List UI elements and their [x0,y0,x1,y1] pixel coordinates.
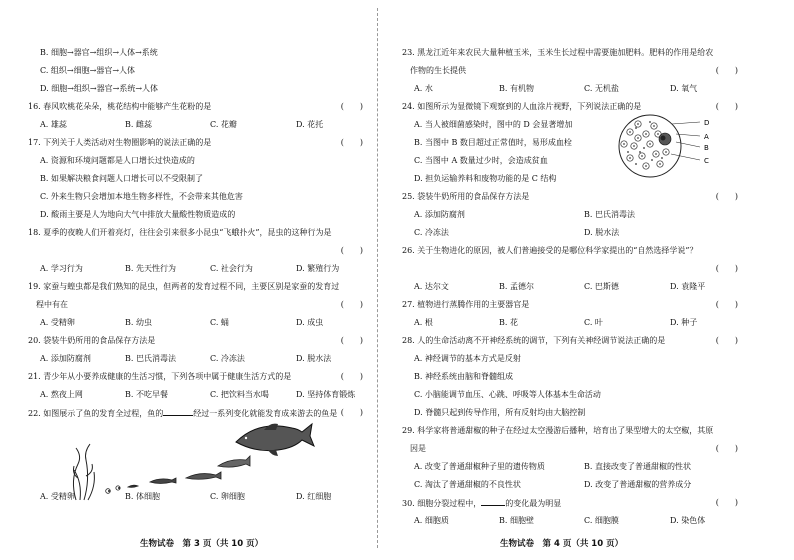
answer-blank [481,498,505,506]
page-divider [377,8,378,548]
question-line: B. 不吃早餐 [125,390,168,399]
question-line: A. 根 [414,318,433,327]
platelet [639,151,641,153]
question-line: 23. 黑龙江近年来农民大量种植玉米，玉米生长过程中需要施加肥料。肥料的作用是给农 [402,48,714,57]
question-line: D. 成虫 [296,318,324,327]
answer-blank [163,408,193,416]
question-line: 27. 植物进行蒸腾作用的主要器官是 [402,300,530,309]
question-line: 21. 青少年从小要养成健康的生活习惯，下列各项中属于健康生活方式的是 [28,372,292,381]
figure-label-a: A [704,133,709,141]
question-line: D. 花托 [296,120,324,129]
question-line: 18. 夏季的夜晚人们开着亮灯，往往会引来很多小昆虫“飞蛾扑火”，昆虫的这种行为是 [28,228,332,237]
page-footer: 生物试卷 第 4 页（共 10 页） [500,539,624,549]
question-line: A. 水 [414,84,433,93]
question-line: C. 卵细胞 [210,492,245,501]
question-line: B. 花 [499,318,518,327]
question-line: 作物的生长提供 [410,66,466,75]
answer-parentheses: ( ) [340,246,363,255]
question-line: D. 脊髓只起到传导作用，所有反射均由大脑控制 [414,408,586,417]
answer-parentheses: ( ) [715,192,738,201]
answer-parentheses: ( ) [715,102,738,111]
question-line: B. 雌蕊 [125,120,152,129]
question-line: C. 外来生物只会增加本地生物多样性，不会带来其他危害 [40,192,243,201]
figure-label-b: B [704,144,709,152]
question-line: A. 学习行为 [40,264,83,273]
question-line: D. 酸雨主要是人为地向大气中排放大量酸性物质造成的 [40,210,236,219]
answer-parentheses: ( ) [715,336,738,345]
question-line: C. 当图中 A 数量过少时，会造成贫血 [414,156,548,165]
question-line: D. 担负运输养料和废物功能的是 C 结构 [414,174,557,183]
answer-parentheses: ( ) [715,300,738,309]
answer-parentheses: ( ) [340,408,363,417]
question-line: C. 叶 [584,318,603,327]
question-line: C. 花瓣 [210,120,237,129]
question-line: B. 巴氏消毒法 [584,210,635,219]
figure-label-d: D [704,119,710,127]
question-line: 因是 [410,444,426,453]
question-line: B. 体细胞 [125,492,160,501]
question-line: C. 小脑能调节血压、心跳、呼吸等人体基本生命活动 [414,390,601,399]
answer-parentheses: ( ) [715,264,738,273]
question-line: C. 把饮料当水喝 [210,390,269,399]
question-line: A. 细胞质 [414,516,449,525]
question-line: D. 种子 [670,318,698,327]
question-line: A. 当人被细菌感染时，图中的 D 会显著增加 [414,120,573,129]
question-line: D. 细胞→组织→器官→系统→人体 [40,84,159,93]
question-line: C. 社会行为 [210,264,253,273]
question-line: A. 雄蕊 [40,120,67,129]
platelet [635,127,637,129]
question-line: C. 无机盐 [584,84,619,93]
platelet [651,159,653,161]
page-footer: 生物试卷 第 3 页（共 10 页） [140,539,264,549]
question-line: B. 孟德尔 [499,282,534,291]
platelet [635,163,637,165]
question-line: B. 当图中 B 数目超过正常值时，易形成血栓 [414,138,572,147]
question-30: 30. 细胞分裂过程中， 的变化最为明显 [402,499,562,508]
answer-parentheses: ( ) [340,336,363,345]
question-line: C. 蛹 [210,318,229,327]
question-line: D. 脱水法 [296,354,332,363]
question-line: D. 改变了普通甜椒的营养成分 [584,480,692,489]
answer-parentheses: ( ) [715,444,738,453]
question-line: D. 红细胞 [296,492,332,501]
question-line: B. 神经系统由脑和脊髓组成 [414,372,513,381]
question-22: 22. 如图展示了鱼的发育全过程，鱼的 经过一系列变化就能发育成来游去的鱼是 [28,409,338,418]
question-line: 程中有在 [36,300,68,309]
answer-parentheses: ( ) [715,498,738,507]
question-line: D. 脱水法 [584,228,620,237]
question-line: 19. 家蚕与蝗虫都是我们熟知的昆虫，但两者的发育过程不同，主要区别是家蚕的发育过 [28,282,340,291]
question-line: A. 添加防腐剂 [414,210,465,219]
question-line: A. 达尔文 [414,282,449,291]
question-line: A. 熬夜上网 [40,390,83,399]
question-line: D. 袁隆平 [670,282,706,291]
answer-parentheses: ( ) [340,372,363,381]
question-line: C. 巴斯德 [584,282,619,291]
question-line: B. 巴氏消毒法 [125,354,176,363]
question-line: C. 冷冻法 [414,228,449,237]
question-line: A. 受精卵 [40,318,75,327]
fish-development-figure [68,420,318,502]
question-line: C. 组织→细胞→器官→人体 [40,66,136,75]
question-line: A. 资源和环境问题都是人口增长过快造成的 [40,156,195,165]
question-line: 20. 袋装牛奶所用的食品保存方法是 [28,336,156,345]
question-line: C. 细胞膜 [584,516,619,525]
blood-smear-figure [616,112,736,182]
question-line: B. 有机物 [499,84,534,93]
question-line: 17. 下列关于人类活动对生物圈影响的说法正确的是 [28,138,212,147]
question-line: 26. 关于生物进化的原因，被人们普遍接受的是哪位科学家提出的“自然选择学说”？ [402,246,698,255]
question-line: B. 如果解决粮食问题人口增长可以不受限制了 [40,174,203,183]
platelet [627,151,629,153]
answer-parentheses: ( ) [340,138,363,147]
question-line: B. 幼虫 [125,318,152,327]
question-line: B. 先天性行为 [125,264,176,273]
answer-parentheses: ( ) [715,66,738,75]
question-line: C. 淘汰了普通甜椒的不良性状 [414,480,521,489]
question-line: C. 冷冻法 [210,354,245,363]
question-line: A. 改变了普通甜椒种子里的遗传物质 [414,462,545,471]
question-line: 24. 如图所示为显微镜下观察到的人血涂片视野，下列说法正确的是 [402,102,642,111]
question-line: A. 添加防腐剂 [40,354,91,363]
question-line: 16. 春风吹桃花朵朵，桃花结构中能够产生花粉的是 [28,102,212,111]
platelet [661,157,663,159]
platelet [643,147,645,149]
platelet [649,121,651,123]
question-line: B. 直接改变了普通甜椒的性状 [584,462,691,471]
question-line: 28. 人的生命活动离不开神经系统的调节，下列有关神经调节说法正确的是 [402,336,666,345]
question-line: D. 染色体 [670,516,706,525]
figure-label-c: C [704,157,709,165]
question-line: 25. 袋装牛奶所用的食品保存方法是 [402,192,530,201]
question-line: B. 细胞→器官→组织→人体→系统 [40,48,158,57]
question-line: 29. 科学家将普通甜椒的种子在经过太空漫游后播种，培育出了果型增大的太空椒，其原 [402,426,714,435]
question-line: D. 坚持体育锻炼 [296,390,356,399]
question-line: D. 氧气 [670,84,698,93]
question-line: A. 受精卵 [40,492,75,501]
question-line: D. 繁殖行为 [296,264,340,273]
answer-parentheses: ( ) [340,300,363,309]
answer-parentheses: ( ) [340,102,363,111]
question-line: B. 细胞壁 [499,516,534,525]
question-line: A. 神经调节的基本方式是反射 [414,354,521,363]
